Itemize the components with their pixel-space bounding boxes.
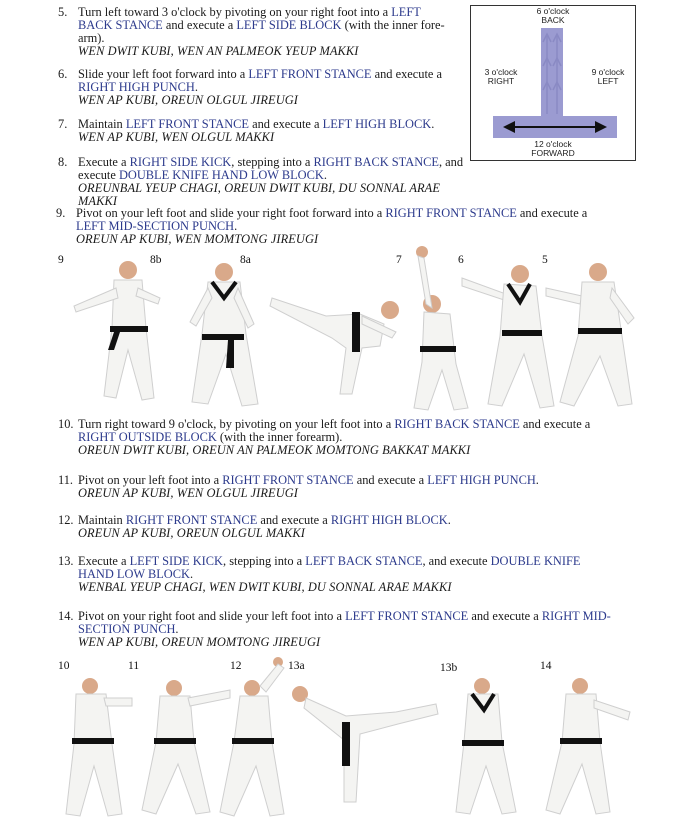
diagram-label-left: 3 o'clock RIGHT	[484, 67, 518, 86]
step-6	[58, 68, 458, 107]
step-instruction: Turn left toward 3 o'clock by pivoting on your right foot into a LEFT BACK STANCE and execute a LEFT SIDE BLOCK (with the inner fore-arm).	[78, 5, 445, 45]
step-korean: OREUN AP KUBI, OREUN OLGUL MAKKI	[78, 526, 305, 540]
technique-keyword: LEFT BACK STANCE	[305, 554, 423, 568]
step-11	[58, 474, 618, 500]
technique-keyword: RIGHT SIDE KICK	[129, 155, 232, 169]
technique-keyword: RIGHT HIGH PUNCH	[78, 80, 195, 94]
technique-keyword: RIGHT FRONT STANCE	[125, 513, 258, 527]
step-korean: WEN DWIT KUBI, WEN AN PALMEOK YEUP MAKKI	[78, 44, 359, 58]
step-instruction: Maintain RIGHT FRONT STANCE and execute a RIGHT HIGH BLOCK.	[78, 513, 451, 527]
step-instruction: Slide your left foot forward into a LEFT FRONT STANCE and execute a RIGHT HIGH PUNCH.	[78, 67, 443, 94]
step-number: 5.	[58, 5, 68, 19]
step-instruction: Pivot on your right foot and slide your left foot into a LEFT FRONT STANCE and execute a RIGHT MID-SECTION PUNCH.	[78, 609, 611, 636]
technique-keyword: RIGHT BACK STANCE	[394, 417, 520, 431]
technique-keyword: LEFT SIDE KICK	[129, 554, 223, 568]
step-instruction: Turn right toward 9 o'clock, by pivoting on your left foot into a RIGHT BACK STANCE and execute a RIGHT OUTSIDE BLOCK (with the inner forearm).	[78, 417, 591, 444]
diagram-label-right: 9 o'clock LEFT	[591, 67, 625, 86]
step-number: 7.	[58, 117, 68, 131]
technique-keyword: DOUBLE KNIFE HAND LOW BLOCK	[78, 554, 581, 581]
technique-keyword: RIGHT MID-SECTION PUNCH	[78, 609, 611, 636]
step-korean: WEN AP KUBI, OREUN MOMTONG JIREUGI	[78, 635, 321, 649]
photo-label: 9	[58, 254, 64, 266]
step-number: 8.	[58, 155, 68, 169]
photo-label: 8a	[240, 254, 251, 266]
step-korean: OREUNBAL YEUP CHAGI, OREUN DWIT KUBI, DU SONNAL ARAE MAKKI	[78, 181, 441, 208]
step-instruction: Execute a RIGHT SIDE KICK, stepping into a RIGHT BACK STANCE, and execute DOUBLE KNIFE HAND LOW BLOCK.	[78, 155, 464, 182]
photo-label: 13a	[288, 660, 305, 672]
step-korean: WEN AP KUBI, WEN OLGUL MAKKI	[78, 130, 275, 144]
diagram-vertical-path	[541, 28, 563, 118]
step-korean: WEN AP KUBI, OREUN OLGUL JIREUGI	[78, 93, 299, 107]
martial-artist-photo	[168, 258, 268, 418]
step-10	[58, 418, 618, 457]
step-8	[58, 156, 468, 208]
step-number: 9.	[56, 206, 66, 220]
step-korean: OREUN AP KUBI, WEN MOMTONG JIREUGI	[76, 232, 319, 246]
step-instruction: Maintain LEFT FRONT STANCE and execute a LEFT HIGH BLOCK.	[78, 117, 435, 131]
martial-artist-kick-photo	[266, 276, 416, 416]
step-korean: OREUN AP KUBI, WEN OLGUL JIREUGI	[78, 486, 299, 500]
step-number: 6.	[58, 67, 68, 81]
photo-label: 11	[128, 660, 140, 672]
martial-artist-photo	[542, 258, 642, 418]
technique-keyword: LEFT FRONT STANCE	[248, 67, 372, 81]
step-instruction: Pivot on your left foot and slide your right foot forward into a RIGHT FRONT STANCE and execute a LEFT MID-SECTION PUNCH.	[76, 206, 588, 233]
step-number: 13.	[58, 554, 74, 568]
step-instruction: Pivot on your left foot into a RIGHT FRONT STANCE and execute a LEFT HIGH PUNCH.	[78, 473, 539, 487]
photo-label: 5	[542, 254, 548, 266]
direction-diagram	[470, 5, 636, 161]
martial-artist-photo	[60, 676, 140, 824]
step-number: 11.	[58, 473, 74, 487]
martial-artist-photo	[536, 676, 636, 824]
step-korean: OREUN DWIT KUBI, OREUN AN PALMEOK MOMTONG BAKKAT MAKKI	[78, 443, 471, 457]
step-number: 12.	[58, 513, 74, 527]
step-number: 10.	[58, 417, 74, 431]
photo-label: 6	[458, 254, 464, 266]
technique-keyword: RIGHT FRONT STANCE	[222, 473, 354, 487]
photo-label: 14	[540, 660, 552, 672]
step-number: 14.	[58, 609, 74, 623]
photo-label: 8b	[150, 254, 162, 266]
step-7	[58, 118, 458, 144]
technique-keyword: DOUBLE KNIFE HAND LOW BLOCK	[118, 168, 324, 182]
technique-keyword: LEFT HIGH BLOCK	[322, 117, 432, 131]
step-12	[58, 514, 618, 540]
technique-keyword: RIGHT HIGH BLOCK	[330, 513, 448, 527]
step-korean: WENBAL YEUP CHAGI, WEN DWIT KUBI, DU SONNAL ARAE MAKKI	[78, 580, 452, 594]
technique-keyword: LEFT HIGH PUNCH	[427, 473, 536, 487]
martial-artist-photo	[64, 258, 164, 418]
martial-artist-kick-photo	[286, 682, 446, 810]
technique-keyword: LEFT FRONT STANCE	[125, 117, 250, 131]
technique-keyword: RIGHT FRONT STANCE	[385, 206, 517, 220]
technique-keyword: RIGHT OUTSIDE BLOCK	[78, 430, 217, 444]
step-instruction: Execute a LEFT SIDE KICK, stepping into a LEFT BACK STANCE, and execute DOUBLE KNIFE HAND LOW BLOCK.	[78, 554, 581, 581]
photo-label: 12	[230, 660, 242, 672]
step-5	[58, 6, 458, 58]
technique-keyword: LEFT FRONT STANCE	[345, 609, 469, 623]
diagram-label-top: 6 o'clock BACK	[536, 6, 570, 25]
photo-label: 13b	[440, 662, 458, 674]
photo-label: 10	[58, 660, 70, 672]
martial-artist-photo	[444, 674, 534, 824]
technique-keyword: LEFT SIDE BLOCK	[236, 18, 342, 32]
technique-keyword: RIGHT BACK STANCE	[313, 155, 439, 169]
step-13	[58, 555, 618, 594]
diagram-label-bottom: 12 o'clock FORWARD	[531, 139, 575, 158]
photo-label: 7	[396, 254, 402, 266]
step-9	[56, 207, 616, 246]
technique-keyword: LEFT MID-SECTION PUNCH	[76, 219, 235, 233]
technique-keyword: LEFT BACK STANCE	[78, 5, 421, 32]
step-14	[58, 610, 633, 649]
